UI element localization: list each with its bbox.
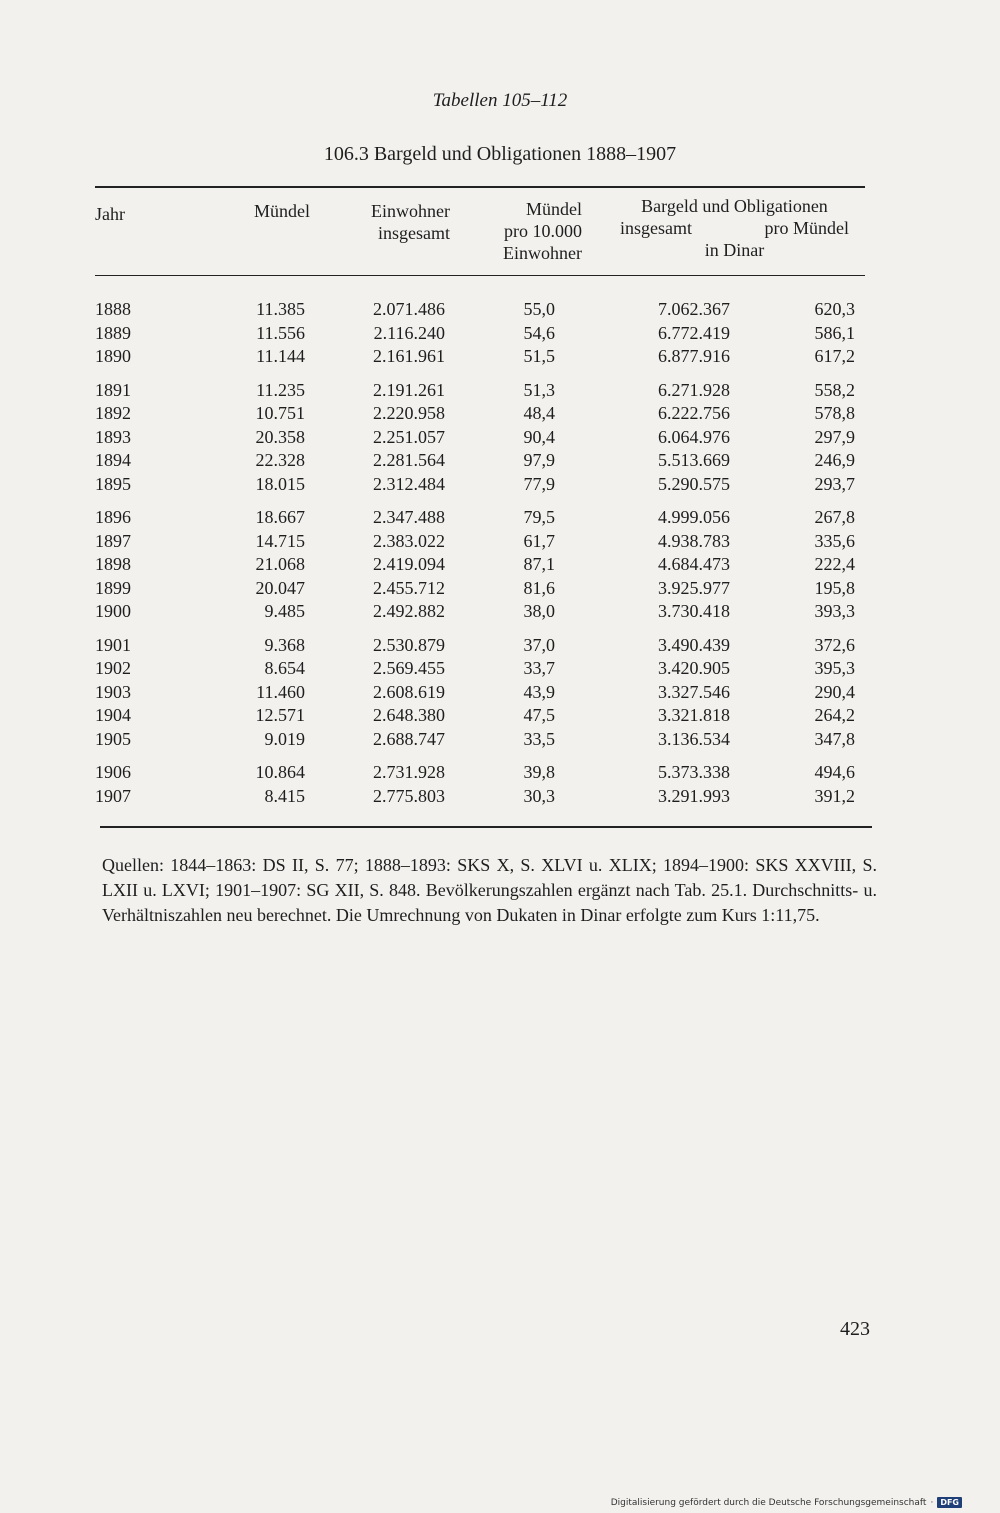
cell-year: 1904 <box>95 705 131 726</box>
cell-muendel: 9.368 <box>264 634 305 655</box>
cell-bargeld-insgesamt: 4.938.783 <box>658 530 730 551</box>
cell-bargeld-pro-muendel: 558,2 <box>814 379 855 400</box>
dfg-logo-separator: · <box>930 1497 934 1508</box>
cell-year: 1907 <box>95 785 131 806</box>
cell-bargeld-pro-muendel: 290,4 <box>814 681 855 702</box>
cell-muendel: 11.556 <box>256 322 305 343</box>
cell-year: 1890 <box>95 346 131 367</box>
cell-year: 1900 <box>95 601 131 622</box>
data-table <box>95 298 855 818</box>
cell-bargeld-insgesamt: 6.222.756 <box>658 403 730 424</box>
cell-year: 1905 <box>95 728 131 749</box>
cell-muendel-pro-10000: 61,7 <box>523 530 555 551</box>
cell-muendel: 8.415 <box>264 785 305 806</box>
cell-einwohner: 2.455.712 <box>373 577 445 598</box>
cell-muendel: 20.358 <box>255 426 305 447</box>
cell-muendel-pro-10000: 51,5 <box>523 346 555 367</box>
cell-year: 1901 <box>95 634 131 655</box>
table-row <box>95 634 855 658</box>
cell-bargeld-pro-muendel: 246,9 <box>814 450 855 471</box>
digitization-credit <box>611 1497 962 1508</box>
table-row <box>95 506 855 530</box>
cell-muendel: 18.015 <box>255 473 305 494</box>
cell-muendel-pro-10000: 79,5 <box>523 507 555 528</box>
table-row <box>95 577 855 601</box>
cell-muendel: 10.864 <box>255 762 305 783</box>
cell-einwohner: 2.688.747 <box>373 728 445 749</box>
running-head: Tabellen 105–112 <box>432 90 568 111</box>
cell-einwohner: 2.220.958 <box>373 403 445 424</box>
cell-bargeld-pro-muendel: 620,3 <box>814 299 855 320</box>
table-row <box>95 473 855 497</box>
cell-year: 1903 <box>95 681 131 702</box>
cell-einwohner: 2.775.803 <box>373 785 445 806</box>
table-title: 106.3 Bargeld und Obligationen 1888–1907 <box>323 143 677 165</box>
header-bargeld-pro-muendel: pro Mündel <box>764 218 849 238</box>
cell-bargeld-insgesamt: 3.136.534 <box>658 728 730 749</box>
cell-bargeld-pro-muendel: 586,1 <box>814 322 855 343</box>
cell-bargeld-insgesamt: 5.290.575 <box>658 473 730 494</box>
cell-einwohner: 2.648.380 <box>373 705 445 726</box>
cell-muendel-pro-10000: 33,7 <box>523 658 555 679</box>
cell-muendel: 11.144 <box>256 346 305 367</box>
cell-muendel: 11.460 <box>256 681 305 702</box>
header-bargeld-obligationen <box>612 195 857 261</box>
cell-bargeld-insgesamt: 4.684.473 <box>658 554 730 575</box>
cell-einwohner: 2.731.928 <box>373 762 445 783</box>
cell-bargeld-pro-muendel: 335,6 <box>814 530 855 551</box>
cell-muendel-pro-10000: 33,5 <box>523 728 555 749</box>
cell-bargeld-insgesamt: 3.490.439 <box>658 634 730 655</box>
cell-year: 1896 <box>95 507 131 528</box>
cell-muendel-pro-10000: 38,0 <box>523 601 555 622</box>
table-row <box>95 728 855 752</box>
cell-year: 1902 <box>95 658 131 679</box>
header-pro-line3: Einwohner <box>503 243 582 263</box>
cell-bargeld-insgesamt: 3.327.546 <box>658 681 730 702</box>
table-row <box>95 600 855 624</box>
table-bottom-rule <box>100 826 872 828</box>
cell-einwohner: 2.608.619 <box>373 681 445 702</box>
cell-bargeld-insgesamt: 3.730.418 <box>658 601 730 622</box>
cell-bargeld-insgesamt: 3.321.818 <box>658 705 730 726</box>
cell-einwohner: 2.492.882 <box>373 601 445 622</box>
cell-einwohner: 2.161.961 <box>373 346 445 367</box>
dfg-logo: DFG <box>937 1497 962 1508</box>
cell-year: 1893 <box>95 426 131 447</box>
header-bargeld-subheads <box>612 217 857 239</box>
cell-bargeld-insgesamt: 7.062.367 <box>658 299 730 320</box>
table-row <box>95 379 855 403</box>
cell-muendel: 11.385 <box>256 299 305 320</box>
cell-year: 1888 <box>95 299 131 320</box>
table-row <box>95 298 855 322</box>
cell-muendel: 10.751 <box>255 403 305 424</box>
cell-bargeld-insgesamt: 6.877.916 <box>658 346 730 367</box>
cell-bargeld-insgesamt: 4.999.056 <box>658 507 730 528</box>
cell-year: 1894 <box>95 450 131 471</box>
cell-bargeld-pro-muendel: 195,8 <box>814 577 855 598</box>
cell-year: 1892 <box>95 403 131 424</box>
cell-bargeld-pro-muendel: 264,2 <box>814 705 855 726</box>
header-bargeld-line1: Bargeld und Obligationen <box>641 196 828 216</box>
table-row <box>95 761 855 785</box>
cell-einwohner: 2.071.486 <box>373 299 445 320</box>
cell-year: 1897 <box>95 530 131 551</box>
cell-bargeld-pro-muendel: 391,2 <box>814 785 855 806</box>
header-muendel-pro-10000 <box>470 198 582 264</box>
cell-bargeld-pro-muendel: 267,8 <box>814 507 855 528</box>
cell-bargeld-insgesamt: 3.925.977 <box>658 577 730 598</box>
cell-year: 1891 <box>95 379 131 400</box>
cell-bargeld-insgesamt: 5.513.669 <box>658 450 730 471</box>
cell-muendel-pro-10000: 97,9 <box>523 450 555 471</box>
cell-muendel-pro-10000: 55,0 <box>523 299 555 320</box>
cell-muendel-pro-10000: 54,6 <box>523 322 555 343</box>
table-header-rule <box>95 275 865 276</box>
cell-bargeld-pro-muendel: 395,3 <box>814 658 855 679</box>
cell-muendel: 18.667 <box>255 507 305 528</box>
table-top-rule <box>95 186 865 188</box>
table-row <box>95 704 855 728</box>
table-row-group <box>95 761 855 808</box>
cell-muendel-pro-10000: 48,4 <box>523 403 555 424</box>
cell-year: 1889 <box>95 322 131 343</box>
table-row <box>95 426 855 450</box>
cell-einwohner: 2.312.484 <box>373 473 445 494</box>
cell-muendel-pro-10000: 81,6 <box>523 577 555 598</box>
cell-bargeld-insgesamt: 6.271.928 <box>658 379 730 400</box>
cell-bargeld-pro-muendel: 293,7 <box>814 473 855 494</box>
cell-bargeld-insgesamt: 6.064.976 <box>658 426 730 447</box>
table-row <box>95 402 855 426</box>
header-bargeld-insgesamt: insgesamt <box>620 218 692 238</box>
header-einwohner <box>340 200 450 244</box>
cell-muendel: 12.571 <box>255 705 305 726</box>
table-row <box>95 530 855 554</box>
cell-muendel: 11.235 <box>256 379 305 400</box>
cell-muendel: 14.715 <box>255 530 305 551</box>
table-row <box>95 553 855 577</box>
cell-muendel: 9.485 <box>264 601 305 622</box>
table-row <box>95 345 855 369</box>
cell-bargeld-pro-muendel: 393,3 <box>814 601 855 622</box>
cell-muendel-pro-10000: 51,3 <box>523 379 555 400</box>
cell-muendel-pro-10000: 43,9 <box>523 681 555 702</box>
header-muendel: Mündel <box>254 201 310 221</box>
cell-muendel-pro-10000: 90,4 <box>523 426 555 447</box>
cell-einwohner: 2.530.879 <box>373 634 445 655</box>
cell-einwohner: 2.281.564 <box>373 450 445 471</box>
header-bargeld-line3: in Dinar <box>704 240 765 260</box>
cell-muendel: 8.654 <box>264 658 305 679</box>
cell-bargeld-pro-muendel: 372,6 <box>814 634 855 655</box>
cell-bargeld-pro-muendel: 578,8 <box>814 403 855 424</box>
cell-year: 1898 <box>95 554 131 575</box>
cell-muendel-pro-10000: 39,8 <box>523 762 555 783</box>
header-pro-line2: pro 10.000 <box>504 221 582 241</box>
header-einwohner-line2: insgesamt <box>378 223 450 243</box>
cell-einwohner: 2.419.094 <box>373 554 445 575</box>
table-row <box>95 785 855 809</box>
cell-bargeld-insgesamt: 6.772.419 <box>658 322 730 343</box>
cell-einwohner: 2.251.057 <box>373 426 445 447</box>
table-row-group <box>95 379 855 497</box>
cell-bargeld-pro-muendel: 222,4 <box>814 554 855 575</box>
header-einwohner-line1: Einwohner <box>371 201 450 221</box>
cell-einwohner: 2.569.455 <box>373 658 445 679</box>
cell-einwohner: 2.347.488 <box>373 507 445 528</box>
cell-einwohner: 2.116.240 <box>373 322 445 343</box>
table-row-group <box>95 634 855 752</box>
cell-bargeld-pro-muendel: 494,6 <box>814 762 855 783</box>
cell-bargeld-pro-muendel: 297,9 <box>814 426 855 447</box>
cell-muendel: 20.047 <box>255 577 305 598</box>
cell-muendel: 21.068 <box>255 554 305 575</box>
table-row <box>95 449 855 473</box>
cell-bargeld-insgesamt: 3.291.993 <box>658 785 730 806</box>
cell-muendel: 9.019 <box>264 728 305 749</box>
cell-bargeld-pro-muendel: 347,8 <box>814 728 855 749</box>
cell-muendel: 22.328 <box>255 450 305 471</box>
cell-year: 1899 <box>95 577 131 598</box>
header-year: Jahr <box>95 204 125 224</box>
table-row-group <box>95 506 855 624</box>
credit-text: Digitalisierung gefördert durch die Deutsche Forschungsgemeinschaft <box>610 1497 927 1508</box>
page-number: 423 <box>840 1318 870 1340</box>
table-row <box>95 322 855 346</box>
cell-muendel-pro-10000: 77,9 <box>523 473 555 494</box>
cell-muendel-pro-10000: 37,0 <box>523 634 555 655</box>
table-row <box>95 657 855 681</box>
cell-bargeld-insgesamt: 5.373.338 <box>658 762 730 783</box>
table-row-group <box>95 298 855 369</box>
cell-year: 1895 <box>95 473 131 494</box>
cell-muendel-pro-10000: 47,5 <box>523 705 555 726</box>
header-pro-line1: Mündel <box>526 199 582 219</box>
sources-note: Quellen: 1844–1863: DS II, S. 77; 1888–1893: SKS X, S. XLVI u. XLIX; 1894–1900: SKS XXVIII, S. LXII u. LXVI; 1901–1907: SG XII, S. 848. Bevölkerungszahlen ergänzt nach Tab. 25.1. Durchschnitts- u. Verhältniszahlen neu berechnet. Die Umrechnung von Dukaten in Dinar erfolgte zum Kurs 1:11,75. <box>102 855 877 925</box>
cell-einwohner: 2.383.022 <box>373 530 445 551</box>
cell-einwohner: 2.191.261 <box>373 379 445 400</box>
cell-bargeld-insgesamt: 3.420.905 <box>658 658 730 679</box>
cell-muendel-pro-10000: 30,3 <box>523 785 555 806</box>
cell-muendel-pro-10000: 87,1 <box>523 554 555 575</box>
table-row <box>95 681 855 705</box>
cell-year: 1906 <box>95 762 131 783</box>
cell-bargeld-pro-muendel: 617,2 <box>814 346 855 367</box>
